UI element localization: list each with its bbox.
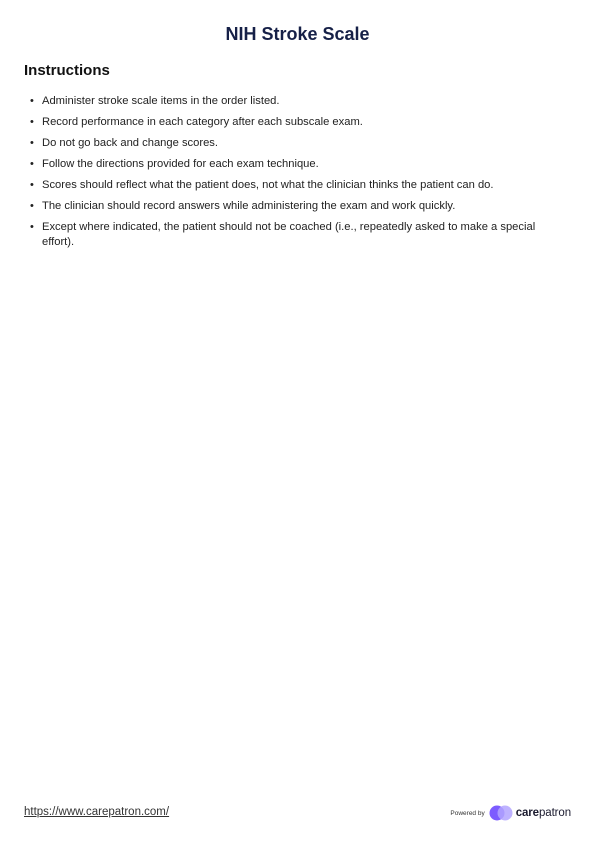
brand-name-bold: care	[515, 807, 539, 819]
carepatron-website-link[interactable]: https://www.carepatron.com/	[24, 806, 170, 818]
instruction-item	[24, 115, 554, 130]
instruction-text: Scores should reflect what the patient does, not what the clinician thinks the patient can do.	[42, 179, 494, 191]
instruction-item	[24, 199, 554, 214]
instruction-text: Administer stroke scale items in the order listed.	[42, 95, 280, 107]
carepatron-logo-icon	[489, 805, 513, 821]
instruction-item	[24, 157, 554, 172]
powered-by-label: Powered by	[450, 809, 485, 817]
instruction-item	[24, 94, 554, 109]
brand-name-rest: patron	[538, 807, 571, 819]
bullet-icon: •	[30, 95, 34, 107]
brand-name	[516, 807, 571, 819]
instruction-item	[24, 136, 554, 151]
bullet-icon: •	[30, 158, 34, 170]
bullet-icon: •	[30, 116, 34, 128]
instruction-text: Except where indicated, the patient should not be coached (i.e., repeatedly asked to make a special effort).	[42, 221, 536, 248]
instruction-text: The clinician should record answers while administering the exam and work quickly.	[42, 200, 456, 212]
bullet-icon: •	[30, 221, 34, 233]
instructions-list	[24, 94, 554, 256]
bullet-icon: •	[30, 137, 34, 149]
page-title: NIH Stroke Scale	[225, 24, 370, 44]
powered-by-badge[interactable]	[450, 802, 571, 824]
instruction-text: Follow the directions provided for each exam technique.	[42, 158, 319, 170]
instruction-item	[24, 178, 554, 193]
section-heading-instructions: Instructions	[24, 62, 110, 79]
bullet-icon: •	[30, 200, 34, 212]
instruction-item	[24, 220, 554, 250]
instruction-text: Record performance in each category after each subscale exam.	[42, 116, 363, 128]
bullet-icon: •	[30, 179, 34, 191]
instruction-text: Do not go back and change scores.	[42, 137, 219, 149]
